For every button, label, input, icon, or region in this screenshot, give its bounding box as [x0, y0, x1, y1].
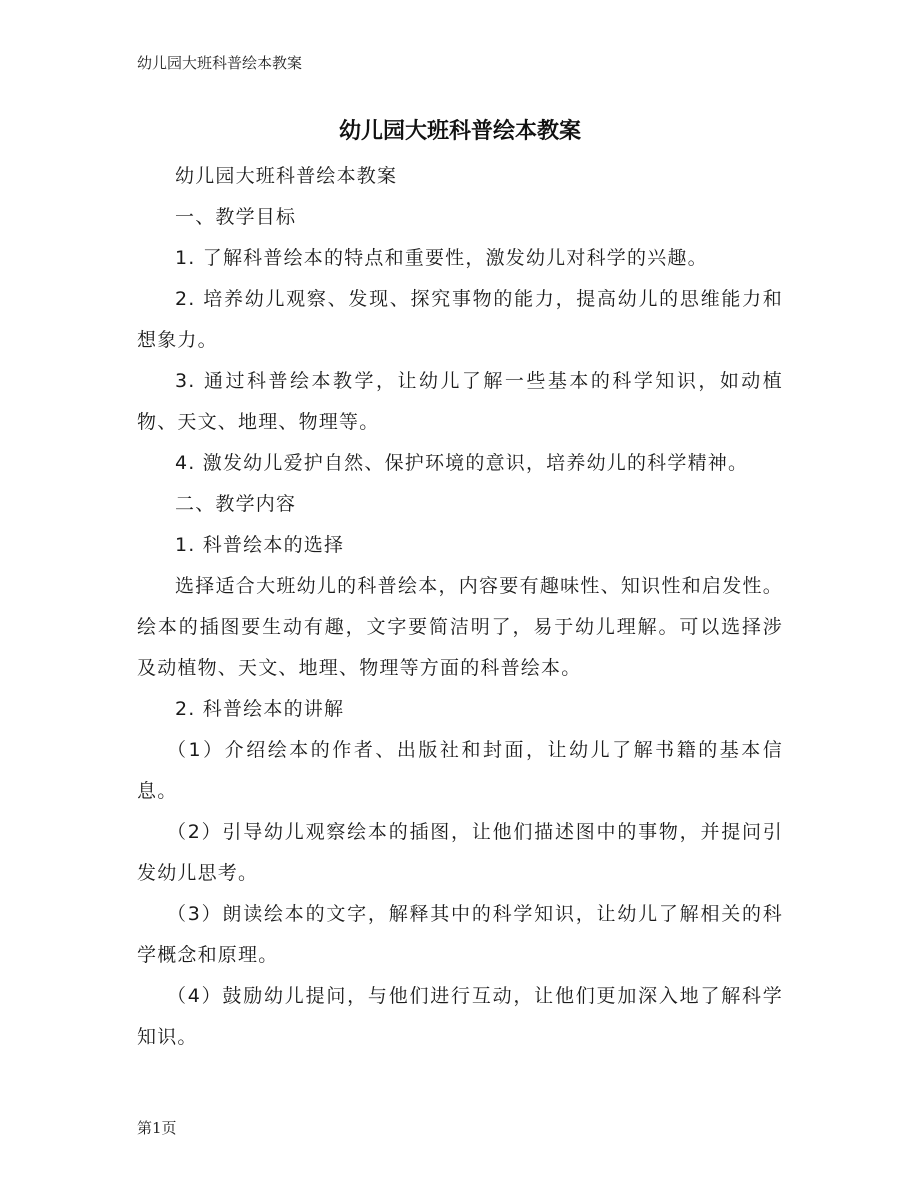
- paragraph-step-4: （4）鼓励幼儿提问，与他们进行互动，让他们更加深入地了解科学知识。: [137, 985, 783, 1048]
- paragraph-objective-4: 4. 激发幼儿爱护自然、保护环境的意识，培养幼儿的科学精神。: [175, 452, 749, 474]
- paragraph-step-1: （1）介绍绘本的作者、出版社和封面，让幼儿了解书籍的基本信息。: [137, 739, 783, 802]
- running-header: 幼儿园大班科普绘本教案: [137, 54, 303, 72]
- paragraph-objective-2: 2. 培养幼儿观察、发现、探究事物的能力，提高幼儿的思维能力和想象力。: [137, 288, 783, 351]
- section-heading-objectives: 一、教学目标: [175, 206, 297, 228]
- paragraph-objective-1: 1. 了解科普绘本的特点和重要性，激发幼儿对科学的兴趣。: [175, 247, 708, 269]
- paragraph-subtitle: 幼儿园大班科普绘本教案: [175, 165, 398, 187]
- page-number: 第1页: [137, 1119, 177, 1137]
- paragraph-book-selection: 选择适合大班幼儿的科普绘本，内容要有趣味性、知识性和启发性。绘本的插图要生动有趣，文字要简洁明了，易于幼儿理解。可以选择涉及动植物、天文、地理、物理等方面的科普绘本。: [137, 575, 783, 679]
- paragraph-objective-3: 3. 通过科普绘本教学，让幼儿了解一些基本的科学知识，如动植物、天文、地理、物理等。: [137, 370, 783, 433]
- document-title: 幼儿园大班科普绘本教案: [338, 119, 581, 144]
- subheading-book-selection: 1. 科普绘本的选择: [175, 534, 345, 556]
- section-heading-content: 二、教学内容: [175, 493, 297, 515]
- paragraph-step-3: （3）朗读绘本的文字，解释其中的科学知识，让幼儿了解相关的科学概念和原理。: [137, 903, 783, 966]
- subheading-book-explanation: 2. 科普绘本的讲解: [175, 698, 345, 720]
- document-body: [137, 156, 783, 1058]
- paragraph-step-2: （2）引导幼儿观察绘本的插图，让他们描述图中的事物，并提问引发幼儿思考。: [137, 821, 783, 884]
